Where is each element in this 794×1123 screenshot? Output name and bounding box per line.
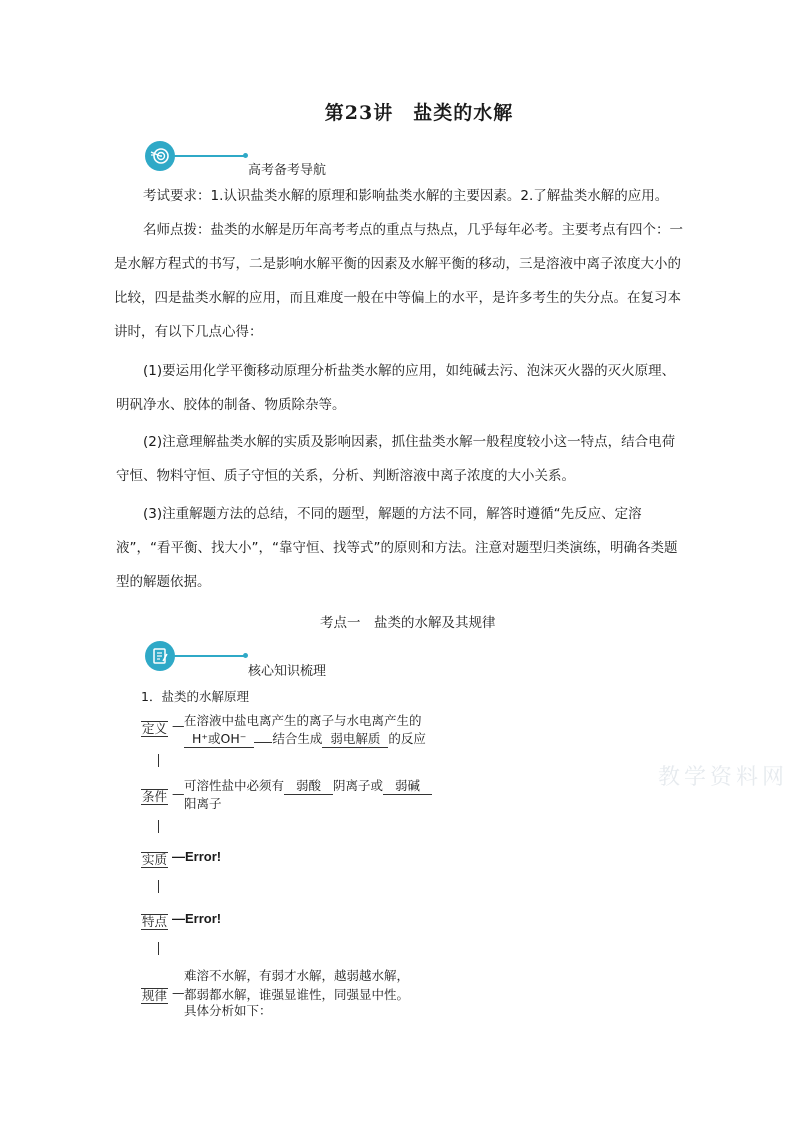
section-divider-dot-2 (243, 653, 248, 658)
tree-condition (141, 786, 168, 805)
target-icon (145, 141, 175, 171)
section-divider-dot (243, 153, 248, 158)
lecture-title: 第23讲 盐类的水解 (324, 102, 514, 124)
condition-line2: 阳离子 (184, 796, 222, 811)
rule-line1: 难溶不水解，有弱才水解，越弱越水解， (184, 968, 410, 983)
tree-definition (141, 718, 168, 737)
section-divider-line (174, 155, 244, 157)
definition-end: 的反应 (388, 731, 426, 746)
definition-line1: 在溶液中盐电离产生的离子与水电离产生的 (184, 713, 422, 728)
definition-line2 (184, 729, 426, 748)
section-label-core: 核心知识梳理 (248, 664, 327, 679)
tree-connector (158, 942, 159, 955)
notebook-icon (145, 641, 175, 671)
definition-mid: 结合生成 (272, 731, 323, 746)
blank-h-oh: H⁺或OH⁻ (184, 729, 254, 748)
tree-feature (141, 911, 168, 930)
item-title: 1．盐类的水解原理 (141, 689, 249, 704)
feature-label: 特点 (142, 914, 168, 929)
condition-label: 条件 (142, 789, 168, 804)
tree-rule (141, 985, 168, 1004)
tree-connector (158, 820, 159, 833)
feature-value: —Error! (172, 911, 222, 926)
topic-heading: 考点一 盐类的水解及其规律 (320, 615, 496, 631)
rule-connector: — (172, 985, 185, 1000)
blank-weak-acid: 弱酸 (284, 776, 333, 795)
blank-gap (254, 742, 272, 743)
definition-connector: — (172, 718, 185, 733)
rule-line2: 都弱都水解，谁强显谁性，同强显中性。 (184, 987, 410, 1002)
blank-weak-base: 弱碱 (383, 776, 432, 795)
watermark: 教学资料网 (658, 765, 789, 790)
section-label-guide: 高考备考导航 (248, 163, 327, 178)
rule-label: 规律 (142, 988, 168, 1003)
exam-requirement: 考试要求：1.认识盐类水解的原理和影响盐类水解的主要因素。2.了解盐类水解的应用。 (143, 188, 669, 204)
tree-connector (158, 880, 159, 893)
essence-value: —Error! (172, 849, 222, 864)
teacher-tips: 名师点拨：盐类的水解是历年高考考点的重点与热点，几乎每年必考。主要考点有四个：一是水解方程式的书写，二是影响水解平衡的因素及水解平衡的移动，三是溶液中离子浓度大小的比较，四是盐类水解的应用，而且难度一般在中等偏上的水平，是许多考生的失分点。在复习本讲时，有以下几点心得： (114, 222, 683, 340)
essence-label: 实质 (142, 852, 168, 867)
definition-label: 定义 (142, 721, 168, 736)
tree-essence (141, 849, 168, 868)
tip-point-1: (1)要运用化学平衡移动原理分析盐类水解的应用，如纯碱去污、泡沫灭火器的灭火原理、明矾净水、胶体的制备、物质除杂等。 (116, 363, 676, 413)
tree-connector (158, 754, 159, 767)
blank-weak-electrolyte: 弱电解质 (322, 729, 388, 748)
condition-connector: — (172, 786, 185, 801)
tip-point-2: (2)注意理解盐类水解的实质及影响因素，抓住盐类水解一般程度较小这一特点，结合电荷守恒、物料守恒、质子守恒的关系，分析、判断溶液中离子浓度的大小关系。 (116, 434, 676, 484)
section-divider-line-2 (174, 655, 244, 657)
condition-line1: 可溶性盐中必须有 弱酸 阴离子或 弱碱 (184, 776, 432, 795)
rule-line3: 具体分析如下： (184, 1003, 272, 1018)
tip-point-3: (3)注重解题方法的总结，不同的题型，解题的方法不同，解答时遵循“先反应、定溶液”，“看平衡、找大小”，“靠守恒、找等式”的原则和方法。注意对题型归类演练，明确各类题型的解题依据。 (116, 506, 678, 590)
